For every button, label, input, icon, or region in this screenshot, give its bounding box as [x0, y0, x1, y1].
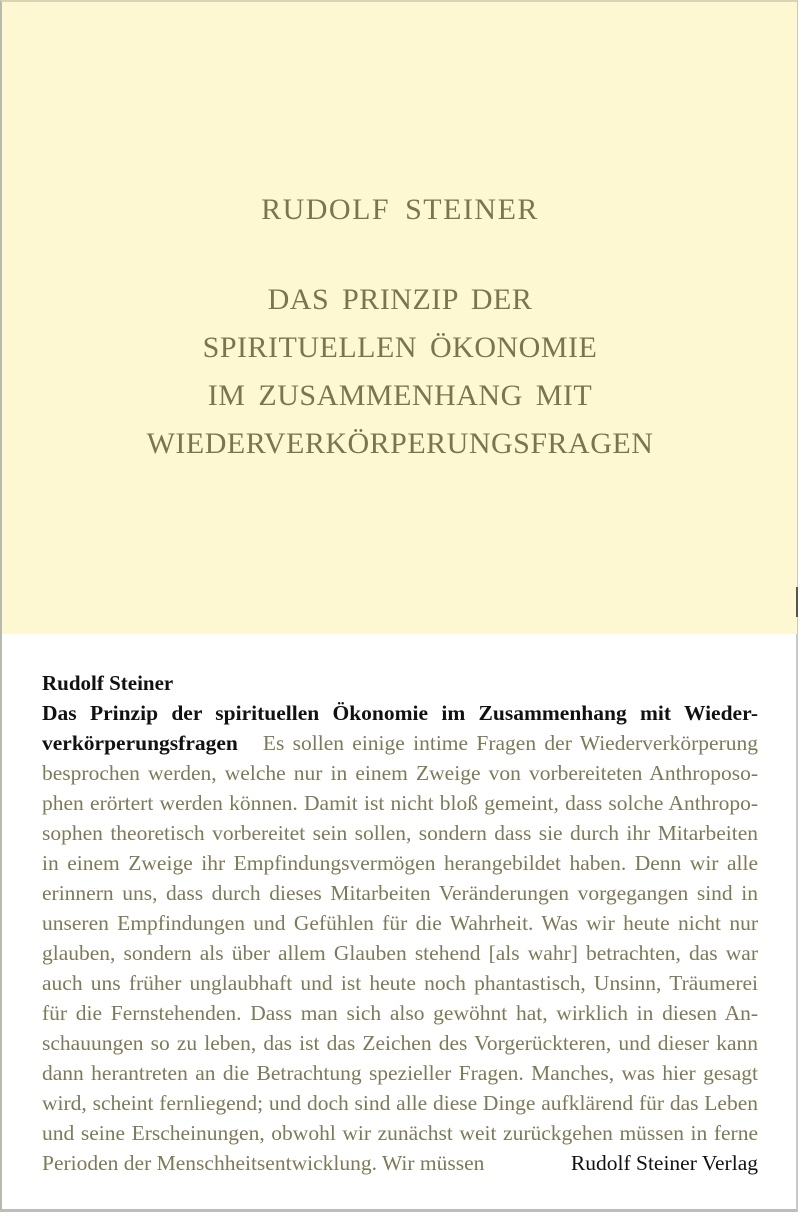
blurb-line: phen erörtert werden können. Damit ist nicht bloß gemeint, dass solche Anthropo- [42, 791, 758, 815]
blurb-line: sophen theoretisch vorbereitet sein sollen, sondern dass sie durch ihr Mitarbeiten [42, 821, 758, 845]
cover-title-line: WIEDERVERKÖRPERUNGSFRAGEN [146, 427, 654, 460]
blurb-line: in einem Zweige ihr Empfindungsvermögen herangebildet haben. Denn wir alle [42, 851, 758, 875]
blurb-line: besprochen werden, welche nur in einem Zweige von vorbereiteten Anthroposo- [42, 761, 758, 785]
cover-author: RUDOLF STEINER [261, 193, 539, 226]
cover-title-line: SPIRITUELLEN ÖKONOMIE [202, 331, 598, 364]
blurb-last-line [42, 1148, 758, 1178]
blurb-line: wird, scheint fernliegend; und doch sind alle diese Dinge aufklärend für das Leben [42, 1091, 758, 1115]
blurb-line: für die Fernstehenden. Dass man sich also gewöhnt hat, wirklich in diesen An- [42, 1001, 758, 1025]
cover-title-line: DAS PRINZIP DER [267, 283, 533, 316]
blurb-text: Perioden der Menschheitsentwicklung. Wir müssen [42, 1151, 485, 1175]
cover-title-line: IM ZUSAMMENHANG MIT [207, 379, 593, 412]
blurb-line: erinnern uns, dass durch dieses Mitarbeiten Veränderungen vorgegangen sind in [42, 881, 758, 905]
cover-title [0, 276, 800, 468]
blurb-line: dann herantreten an die Betrachtung spezieller Fragen. Manches, was hier gesagt [42, 1061, 758, 1085]
edge-mark [796, 587, 798, 617]
blurb-title-line-1: Das Prinzip der spirituellen Ökonomie im Zusammenhang mit Wieder- [42, 701, 758, 725]
blurb-line: auch uns früher unglaubhaft und ist heute noch phantastisch, Unsinn, Träumerei [42, 971, 758, 995]
blurb-title-line-2: verkörperungsfragen [42, 731, 238, 755]
blurb-line [42, 728, 758, 758]
back-blurb [42, 668, 758, 1178]
blurb-line: und seine Erscheinungen, obwohl wir zunächst weit zurückgehen müssen in ferne [42, 1121, 758, 1145]
blurb-line: glauben, sondern als über allem Glauben stehend [als wahr] betrachten, das war [42, 941, 758, 965]
blurb-line: schauungen so zu leben, das ist das Zeichen des Vorgerückteren, und dieser kann [42, 1031, 758, 1055]
blurb-line: unseren Empfindungen und Gefühlen für die Wahrheit. Was wir heute nicht nur [42, 911, 758, 935]
blurb-author: Rudolf Steiner [42, 671, 174, 695]
blurb-text: Es sollen einige intime Fragen der Wiederverkörperung [262, 731, 758, 755]
publisher-name: Rudolf Steiner Verlag [570, 1151, 758, 1175]
